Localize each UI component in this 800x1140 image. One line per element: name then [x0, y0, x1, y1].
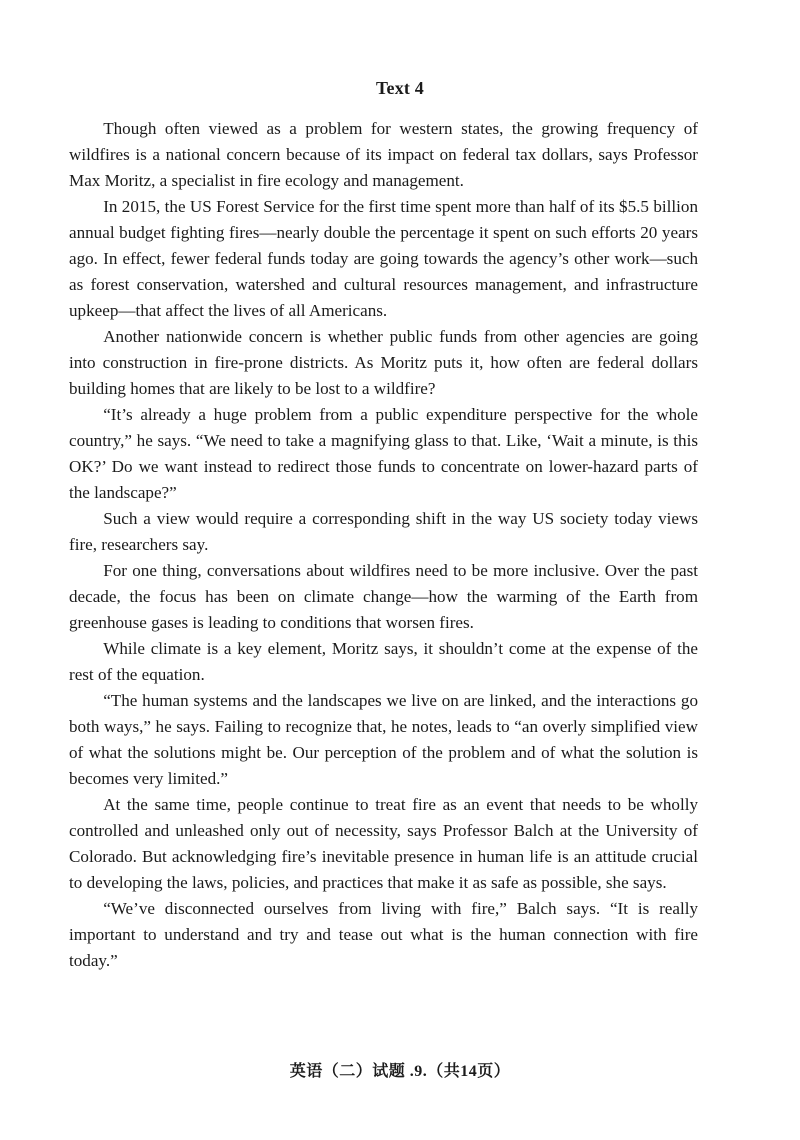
paragraph-4: “It’s already a huge problem from a public expenditure perspective for the whole country,” he says. “We need to take a magnifying glass to that. Like, ‘Wait a minute, is this OK?’ Do we want instead to redirect those funds to concentrate on lower-hazard parts of the landscape?” [69, 405, 698, 502]
passage-title: Text 4 [375, 78, 425, 98]
paragraph-5: Such a view would require a corresponding shift in the way US society today views fire, researchers say. [69, 509, 698, 554]
paragraph-9: At the same time, people continue to treat fire as an event that needs to be wholly controlled and unleashed only out of necessity, says Professor Balch at the University of Colorado. But acknowledging fire’s inevitable presence in human life is an attitude crucial to developing the laws, policies, and practices that make it as safe as possible, she says. [69, 795, 698, 892]
passage-body [69, 116, 698, 974]
paragraph-8: “The human systems and the landscapes we live on are linked, and the interactions go both ways,” he says. Failing to recognize that, he notes, leads to “an overly simplified view of what the solutions might be. Our perception of the problem and of what the solution is becomes very limited.” [69, 691, 698, 788]
page-footer: 英语（二）试题 .9.（共14页） [289, 1063, 511, 1080]
paragraph-3: Another nationwide concern is whether public funds from other agencies are going into construction in fire-prone districts. As Moritz puts it, how often are federal dollars building homes that are likely to be lost to a wildfire? [69, 327, 698, 398]
paragraph-2: In 2015, the US Forest Service for the first time spent more than half of its $5.5 billion annual budget fighting fires—nearly double the percentage it spent on such efforts 20 years ago. In effect, fewer federal funds today are going towards the agency’s other work—such as forest conservation, watershed and cultural resources management, and infrastructure upkeep—that affect the lives of all Americans. [69, 197, 698, 320]
paragraph-1: Though often viewed as a problem for western states, the growing frequency of wildfires is a national concern because of its impact on federal tax dollars, says Professor Max Moritz, a specialist in fire ecology and management. [69, 119, 698, 190]
paragraph-10: “We’ve disconnected ourselves from living with fire,” Balch says. “It is really important to understand and try and tease out what is the human connection with fire today.” [69, 899, 698, 970]
paragraph-6: For one thing, conversations about wildfires need to be more inclusive. Over the past decade, the focus has been on climate change—how the warming of the Earth from greenhouse gases is leading to conditions that worsen fires. [69, 561, 698, 632]
paragraph-7: While climate is a key element, Moritz says, it shouldn’t come at the expense of the rest of the equation. [69, 639, 698, 684]
